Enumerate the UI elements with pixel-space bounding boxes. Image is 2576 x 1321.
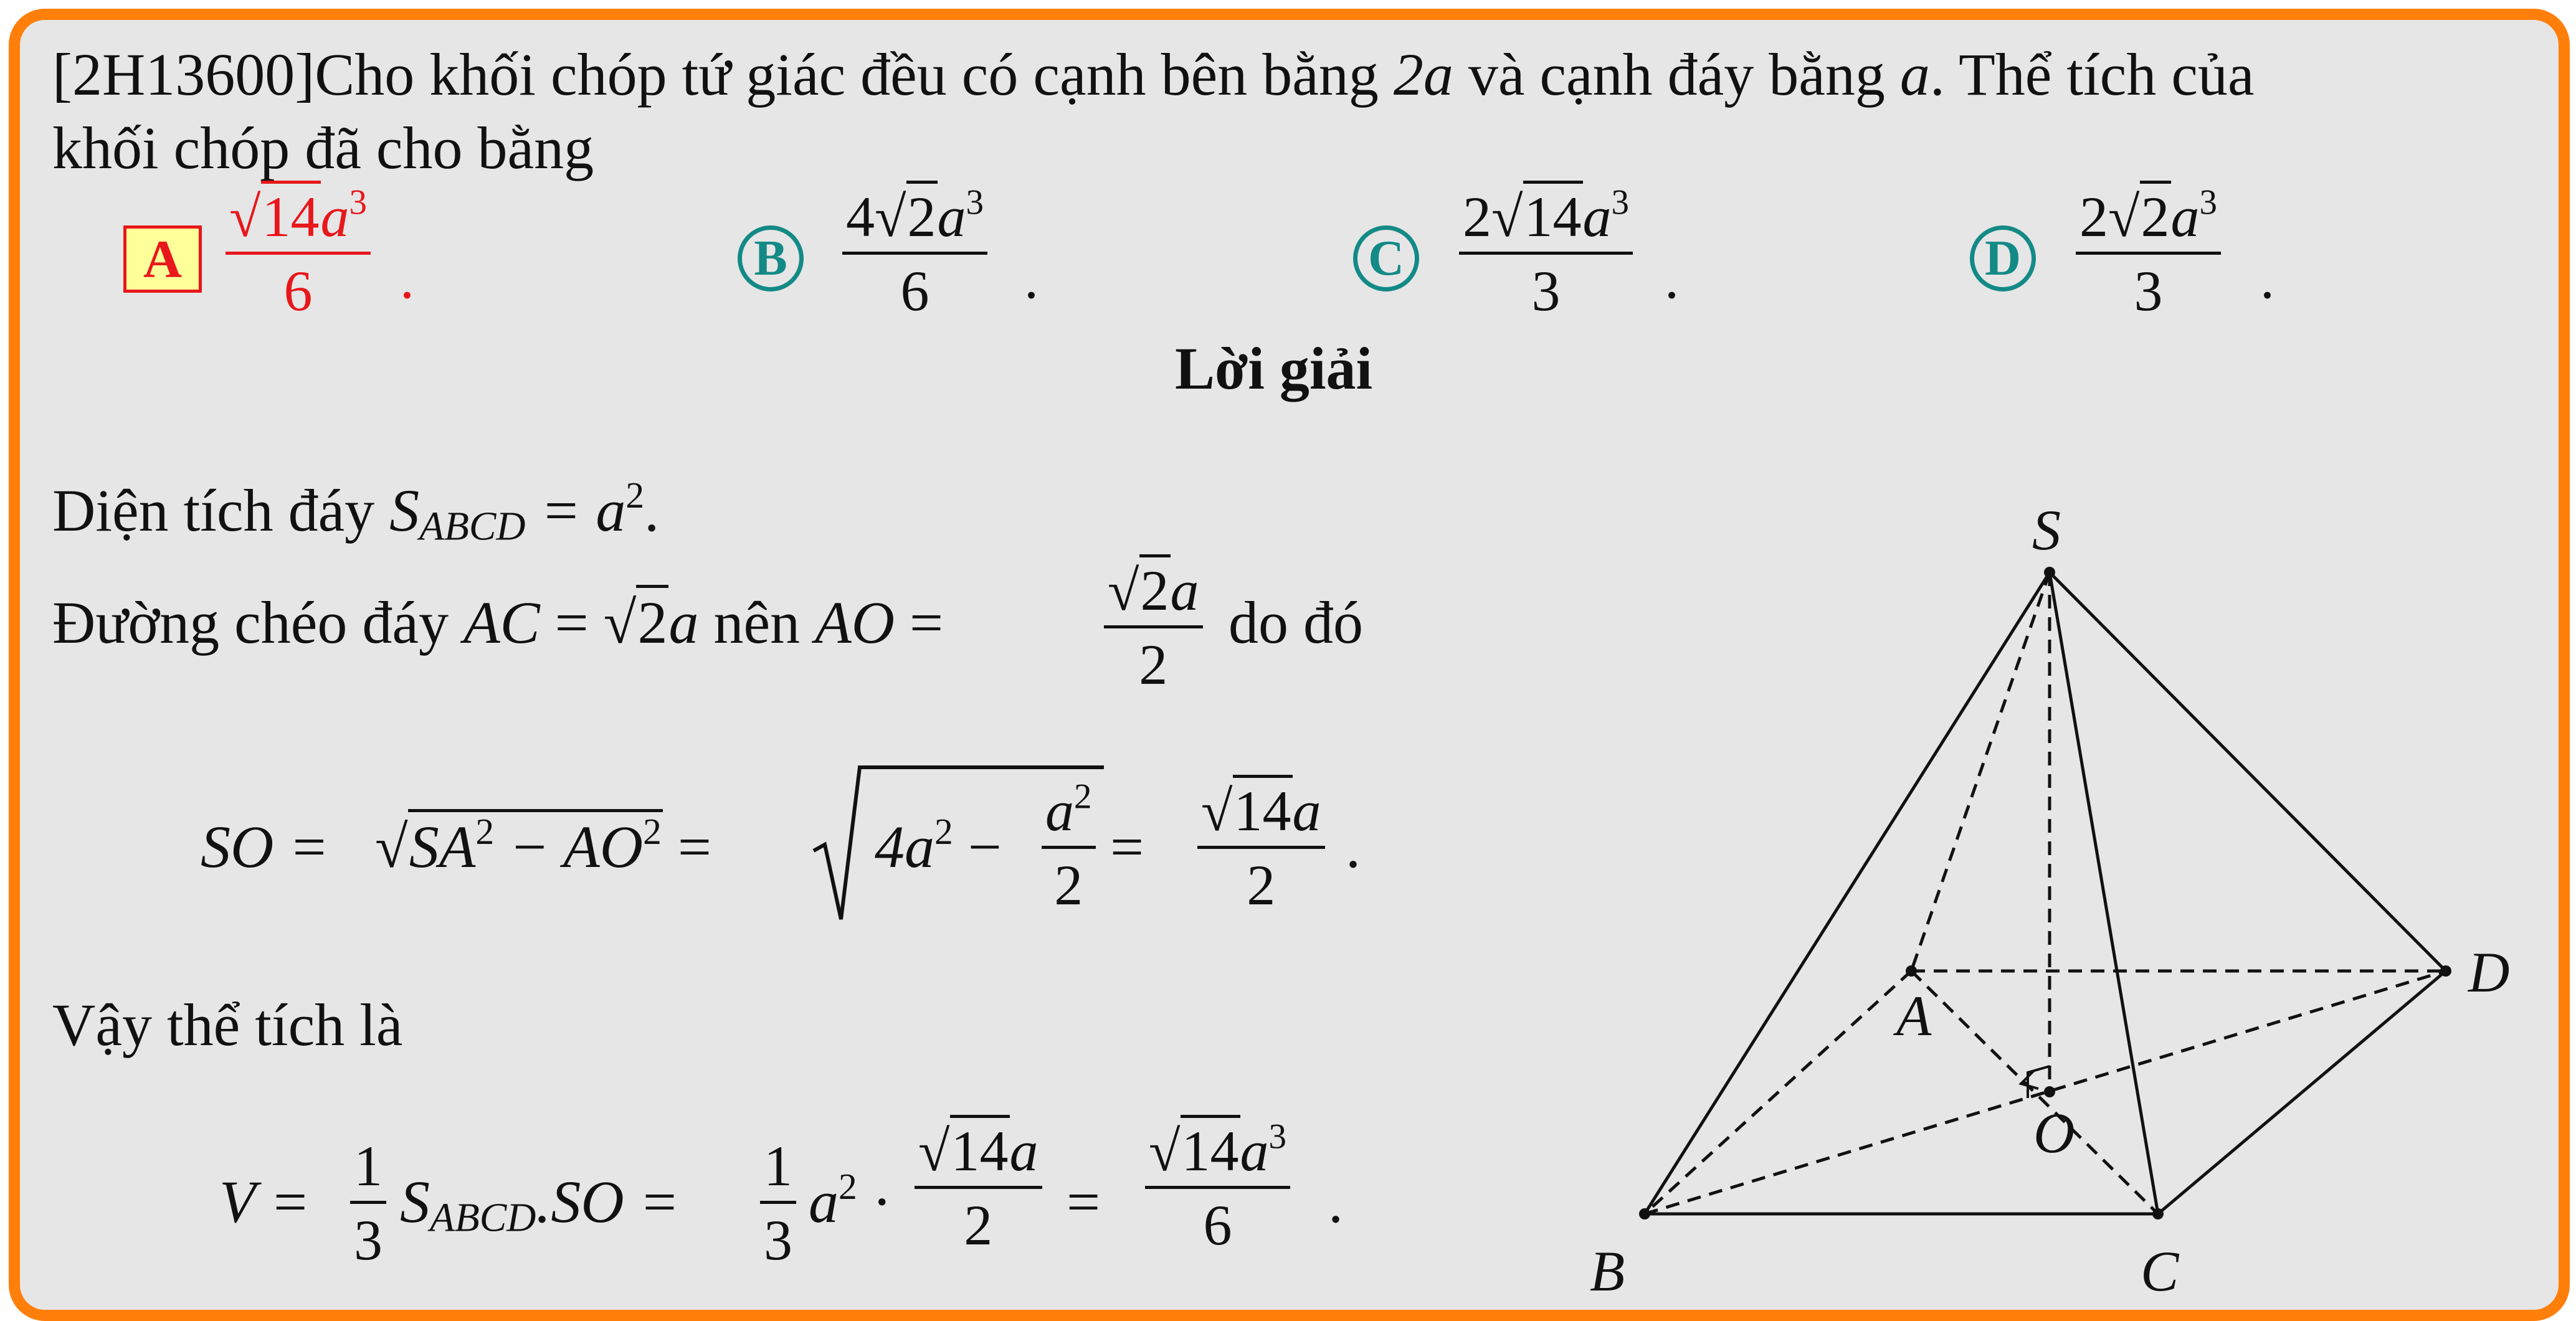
problem-line-1: [2H13600]Cho khối chóp tứ giác đều có cạnh bên bằng 2a và cạnh đáy bằng a. Thể tích của [52, 41, 2255, 108]
v-frac-1: 1 3 [350, 1137, 386, 1269]
edge-sa [1911, 572, 2050, 971]
point-d [2440, 965, 2451, 977]
option-a-value[interactable]: $√14a^3$ 6 [226, 188, 371, 320]
label-b: B [1590, 1239, 1625, 1303]
option-c-badge[interactable]: C [1353, 225, 1419, 291]
solution-line-area: Diện tích đáy $S_{ABCD} = a^2$. [52, 475, 660, 549]
option-b-badge[interactable]: B [738, 225, 804, 291]
so-inner-fraction: $a^2$ 2 [1042, 782, 1096, 914]
edge-sd [2050, 572, 2446, 971]
edge-cd [2158, 971, 2446, 1214]
solution-line-volume: Vậy thể tích là [52, 992, 403, 1058]
solution-line-diagonal: Đường chéo đáy AC = √2a nên AO = [52, 593, 943, 653]
ao-fraction: √2a 2 [1104, 562, 1203, 693]
option-d-value[interactable]: $2√2a^3$ 3 [2076, 188, 2221, 320]
label-o: O [2033, 1101, 2075, 1165]
so-result-fraction: √14a 2 [1197, 782, 1325, 914]
v-area: $S_{ABCD}.SO$ = [400, 1168, 680, 1241]
solution-heading: Lời giải [1175, 335, 1373, 402]
problem-card: [2H13600]Cho khối chóp tứ giác đều có cạnh bên bằng 2a và cạnh đáy bằng a. Thể tích của khối chóp đã cho bằng A $√14a^3$ 6 . B $4√2a^3$ 6 . C $2√14a^3$ 3 . D $2√2a^3$ 3 . Lời giải Diện tích đáy $S_{ABCD} = a^2$. Đường chéo đáy AC = √2a nên AO = √2a 2 do đó SO = $√SA^2 - AO^2$ = $4a^2$ − $a^2$ 2 = √14a 2 . Vậy thể tích là V = 1 3 $S_{ABCD}.SO$ = 1 3 $a^2$ · √14a 2 = $√14a^3$ 6 . S A B C D O [9, 9, 2570, 1321]
edge-sb [1645, 572, 2050, 1214]
point-a [1906, 965, 1917, 977]
so-lhs: SO = [201, 813, 330, 880]
option-d-badge[interactable]: D [1970, 225, 2036, 291]
right-angle-mark-2 [2021, 1071, 2038, 1089]
point-o [2044, 1086, 2055, 1097]
so-big-inner: $4a^2$ − [875, 811, 1002, 880]
option-c-value[interactable]: $2√14a^3$ 3 [1459, 188, 1633, 320]
edge-ab [1645, 971, 1911, 1214]
option-b-value[interactable]: $4√2a^3$ 6 [842, 188, 987, 320]
so-sqrt-1: $√SA^2 - AO^2$ = [375, 817, 711, 877]
option-a-badge[interactable]: A [123, 225, 202, 293]
diagonal-ac [1911, 971, 2158, 1214]
v-frac-3: √14a 2 [915, 1122, 1042, 1254]
point-s [2044, 567, 2055, 578]
point-c [2152, 1208, 2164, 1219]
point-b [1639, 1208, 1650, 1219]
label-a: A [1896, 984, 1932, 1048]
v-frac-4: $√14a^3$ 6 [1145, 1122, 1290, 1254]
v-lhs: V = [219, 1168, 310, 1235]
problem-line-2: khối chóp đã cho bằng [52, 115, 594, 181]
pyramid-figure [20, 20, 2559, 1310]
v-frac-2: 1 3 [760, 1137, 796, 1269]
label-d: D [2468, 940, 2510, 1004]
solution-line-diagonal-end: do đó [1229, 589, 1363, 656]
problem-code: [2H13600] [52, 41, 315, 108]
label-c: C [2141, 1239, 2179, 1303]
v-a-squared: $a^2$ · [809, 1166, 892, 1235]
label-s: S [2032, 498, 2061, 562]
